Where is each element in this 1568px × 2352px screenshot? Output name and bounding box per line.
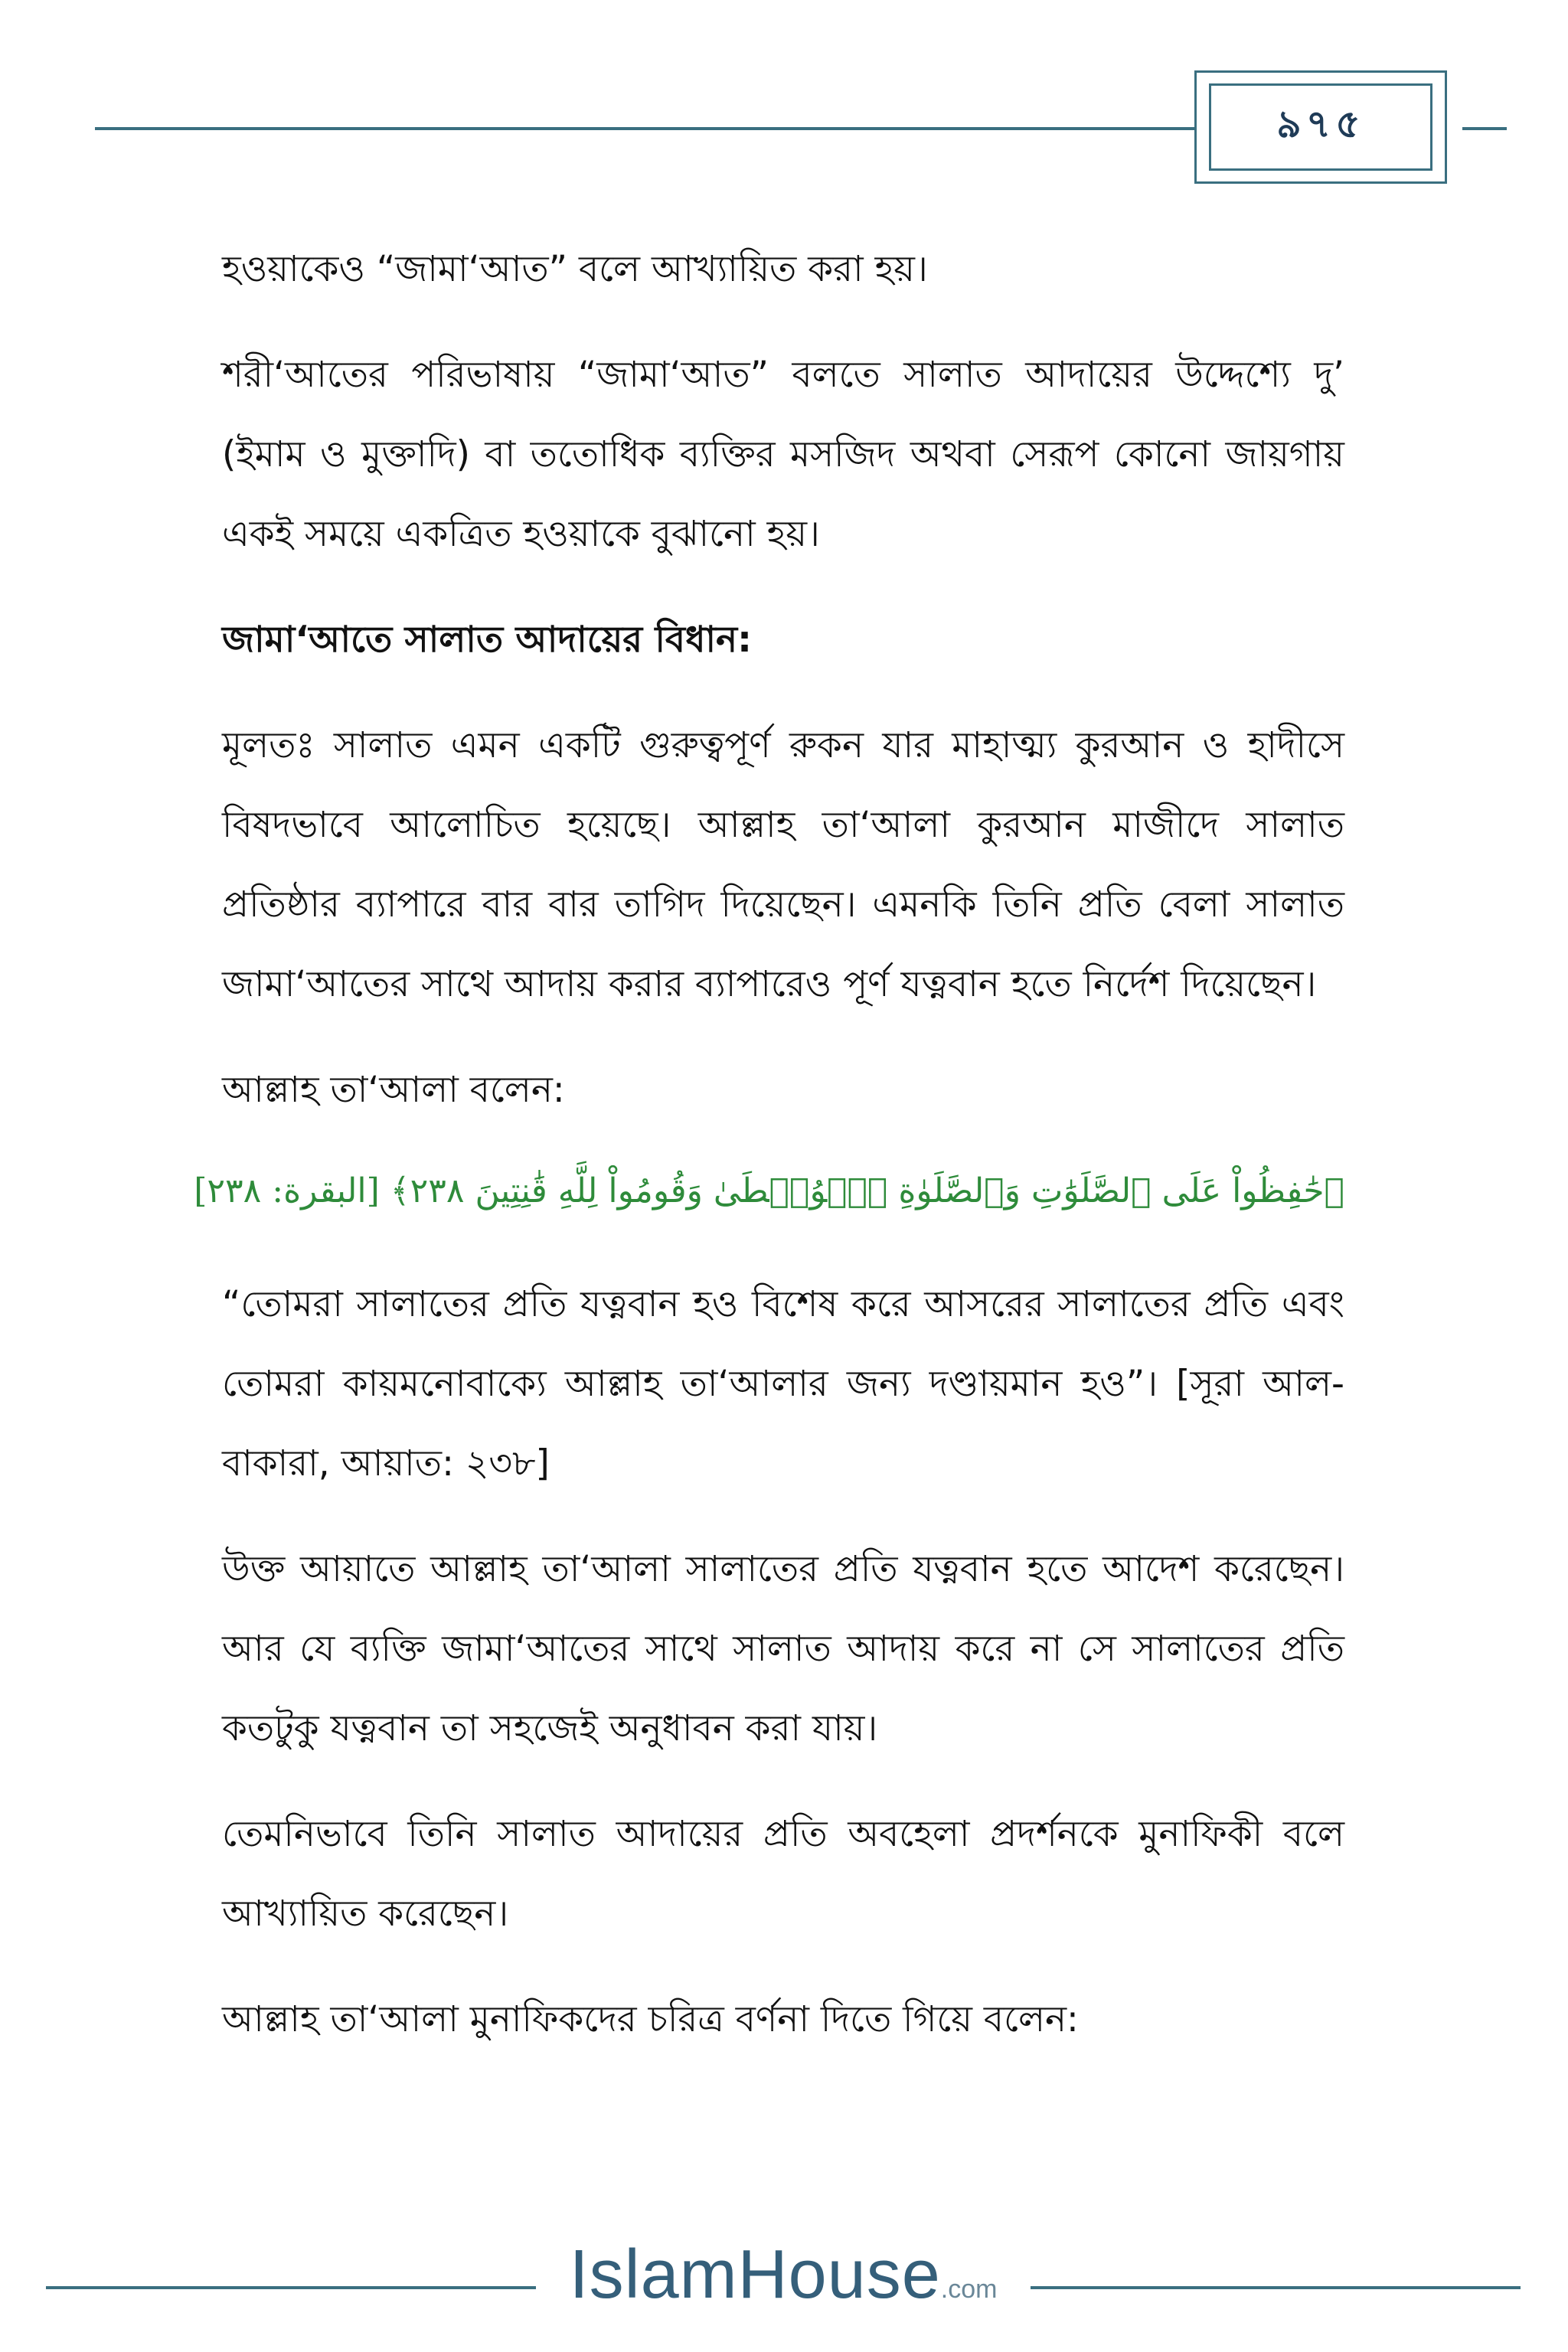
paragraph-1: হওয়াকেও “জামা‘আত” বলে আখ্যায়িত করা হয়। (222, 248, 928, 290)
logo-text: IslamHouse (569, 2236, 941, 2313)
paragraph-4: আল্লাহ তা‘আলা বলেন: (222, 1069, 565, 1111)
paragraph-8: আল্লাহ তা‘আলা মুনাফিকদের চরিত্র বর্ণনা দিতে গিয়ে বলেন: (222, 1998, 1079, 2040)
paragraph-7: তেমনিভাবে তিনি সালাত আদায়ের প্রতি অবহেলা প্রদর্শনকে মুনাফিকী বলে আখ্যায়িত করেছেন। (222, 1813, 1344, 1935)
logo-suffix: .com (940, 2275, 998, 2304)
page-number: ৯৭৫ (1209, 83, 1432, 171)
header-rule-left (95, 127, 1194, 130)
page-number-box (1194, 70, 1447, 184)
paragraph-6: উক্ত আয়াতে আল্লাহ তা‘আলা সালাতের প্রতি যত্নবান হতে আদেশ করেছেন। আর যে ব্যক্তি জামা‘আতের সাথে সালাত আদায় করে না সে সালাতের প্রতি কতটুকু যত্নবান তা সহজেই অনুধাবন করা যায়। (222, 1548, 1344, 1749)
page-body (194, 230, 1344, 2060)
islamhouse-logo (536, 2236, 1031, 2328)
header-rule-right (1462, 127, 1507, 130)
paragraph-2: শরী‘আতের পরিভাষায় “জামা‘আত” বলতে সালাত আদায়ের উদ্দেশ্যে দু’ (ইমাম ও মুক্তাদি) বা ততোধিক ব্যক্তির মসজিদ অথবা সেরূপ কোনো জায়গায় একই সময়ে একত্রিত হওয়াকে বুঝানো হয়। (222, 354, 1344, 555)
footer-rule-left (46, 2286, 536, 2289)
quran-verse: ﴿حَٰفِظُواْ عَلَى ٱلصَّلَوَٰتِ وَٱلصَّلَوٰةِ ٱلۡوُسۡطَىٰ وَقُومُواْ لِلَّهِ قَٰنِتِينَ ٢٣٨﴾ [البقرة: ٢٣٨] (194, 1171, 1344, 1210)
section-heading: জামা‘আতে সালাত আদায়ের বিধান: (222, 619, 752, 661)
paragraph-5: “তোমরা সালাতের প্রতি যত্নবান হও বিশেষ করে আসরের সালাতের প্রতি এবং তোমরা কায়মনোবাক্যে আল্লাহ তা‘আলার জন্য দণ্ডায়মান হও”। [সূরা আল-বাকারা, আয়াত: ২৩৮] (222, 1283, 1344, 1485)
paragraph-3: মূলতঃ সালাত এমন একটি গুরুত্বপূর্ণ রুকন যার মাহাত্ম্য কুরআন ও হাদীসে বিষদভাবে আলোচিত হয়েছে। আল্লাহ তা‘আলা কুরআন মাজীদে সালাত প্রতিষ্ঠার ব্যাপারে বার বার তাগিদ দিয়েছেন। এমনকি তিনি প্রতি বেলা সালাত জামা‘আতের সাথে আদায় করার ব্যাপারেও পূর্ণ যত্নবান হতে নির্দেশ দিয়েছেন। (222, 724, 1344, 1005)
footer-rule-right (1031, 2286, 1521, 2289)
